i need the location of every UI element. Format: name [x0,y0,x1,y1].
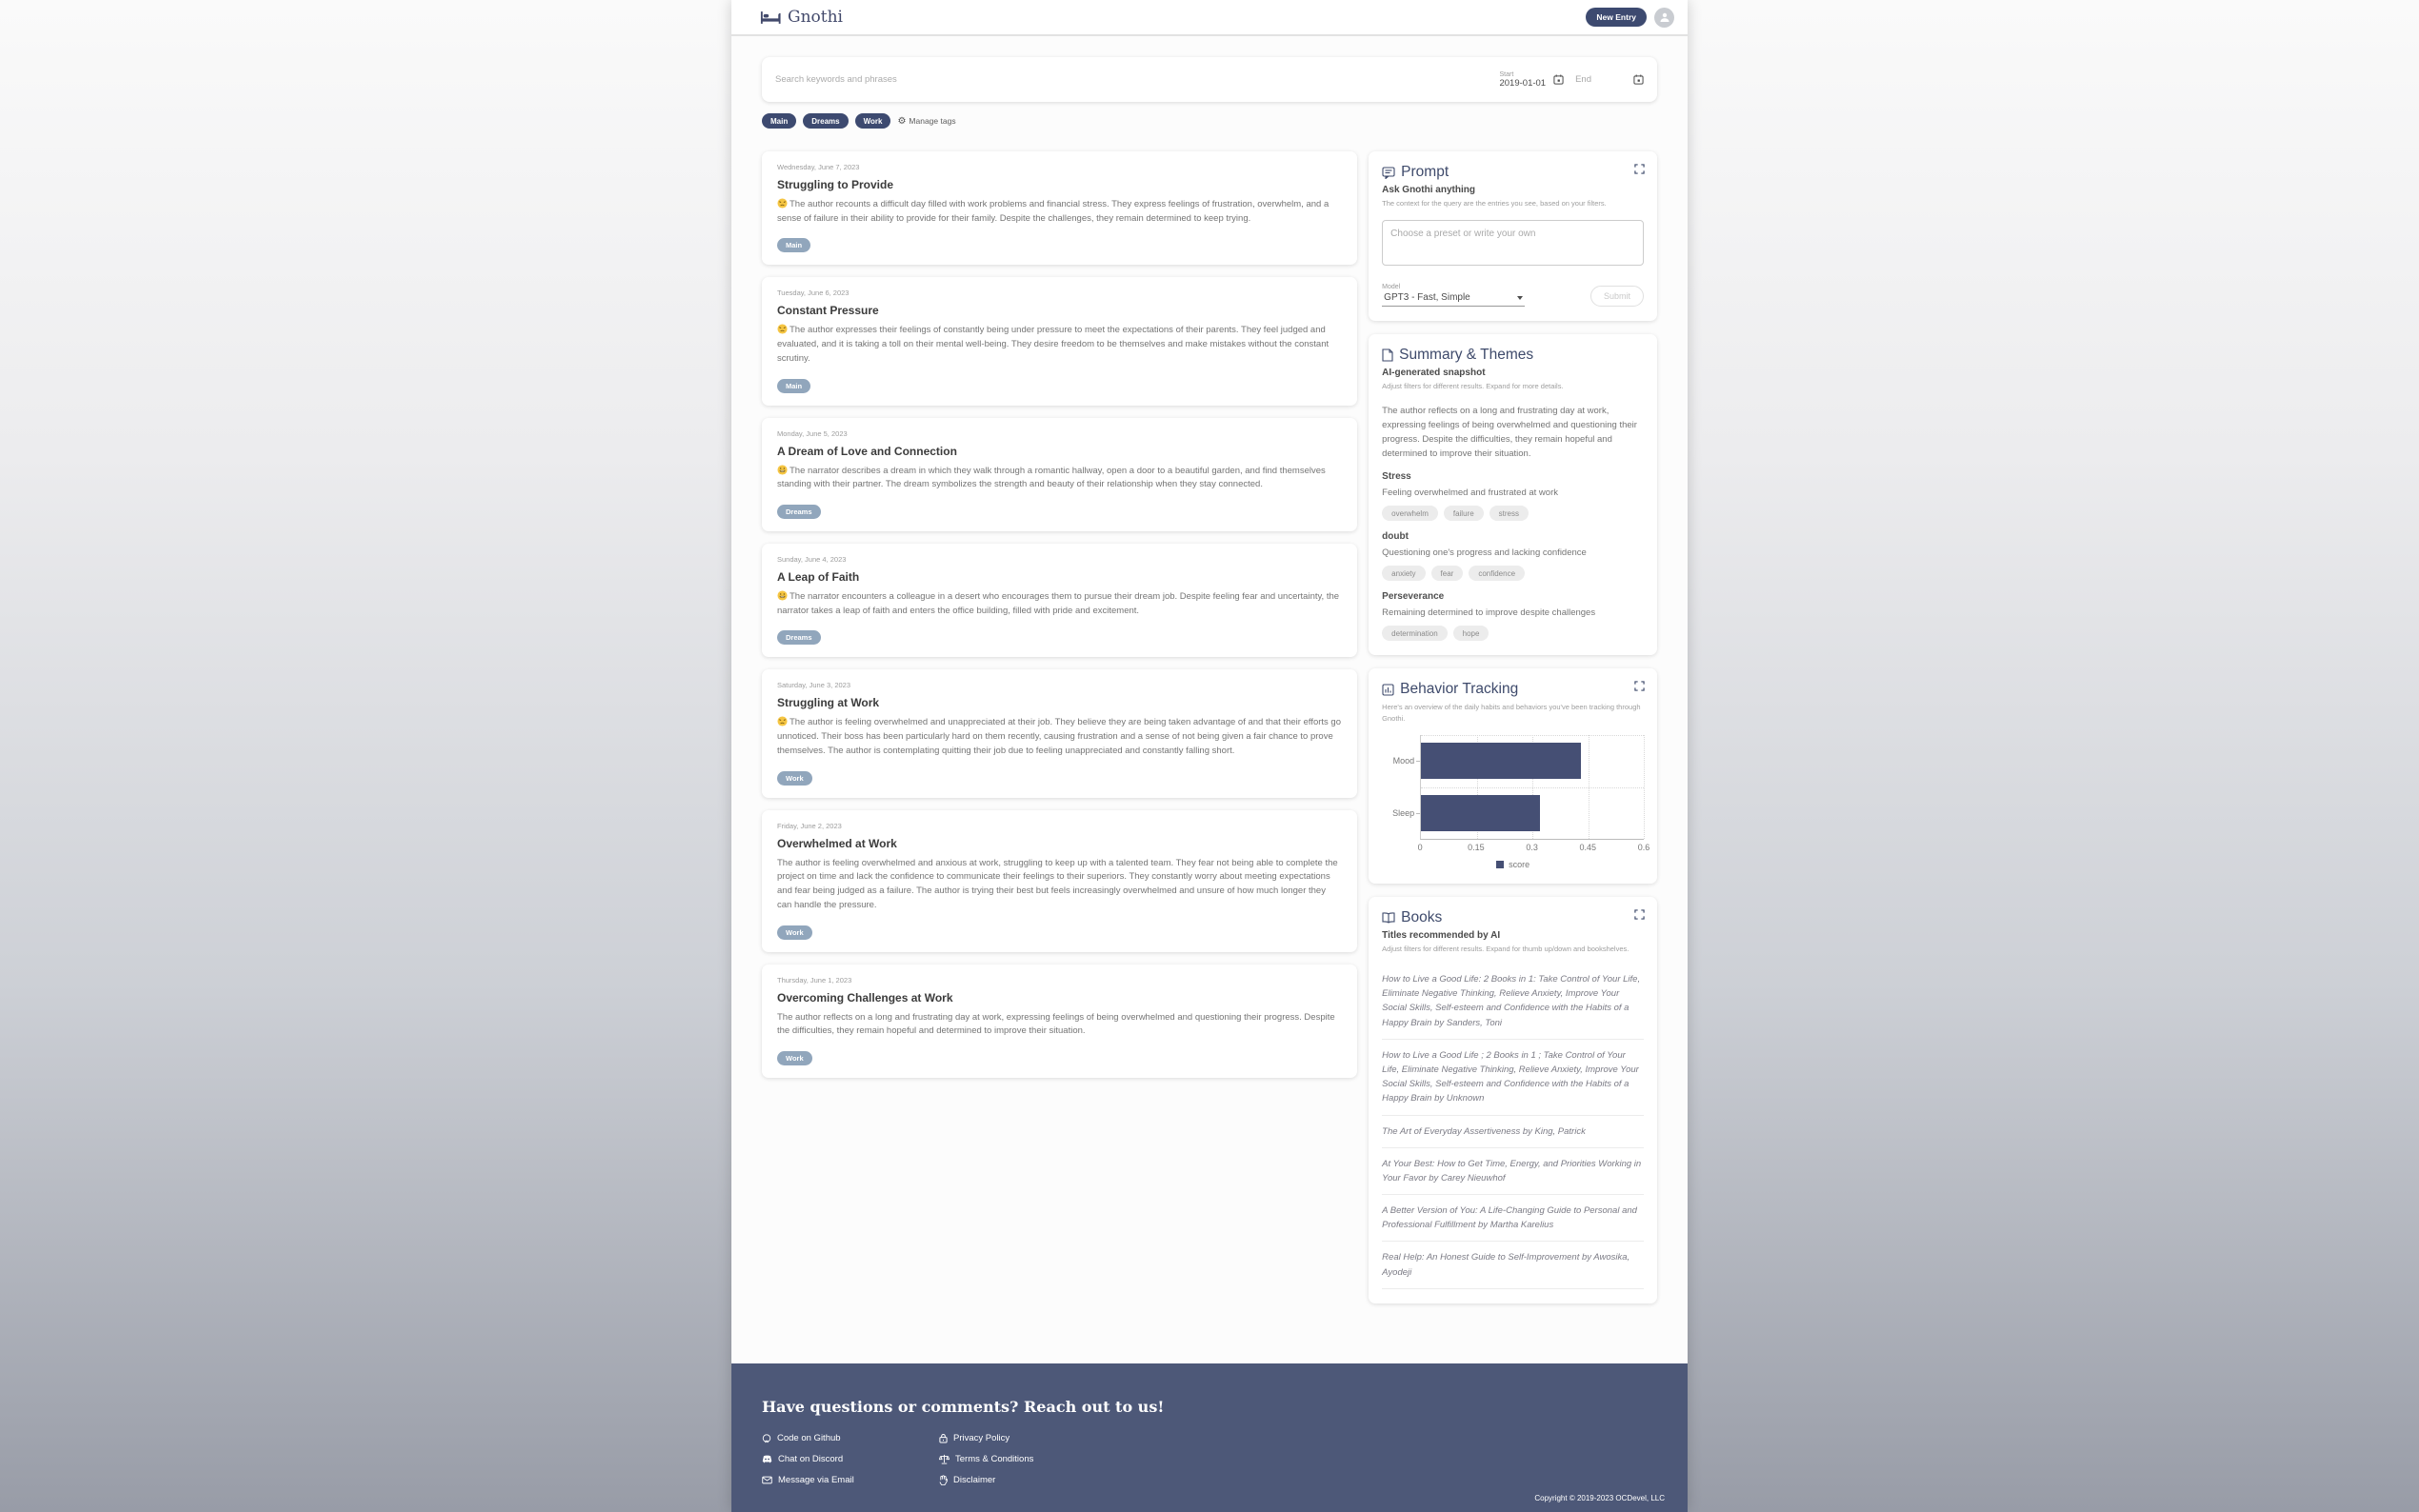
disclaimer-link[interactable]: Disclaimer [939,1475,1033,1485]
entry-tag: Main [777,379,810,393]
discord-icon [762,1455,772,1463]
entry-card[interactable] [762,965,1357,1078]
theme-name: doubt [1382,531,1409,543]
entry-date: Tuesday, June 6, 2023 [777,288,850,298]
grinning-face-emoji [777,465,788,475]
search-input[interactable] [775,74,1499,85]
entry-tag: Dreams [777,505,821,519]
footer [731,1363,1688,1512]
theme-desc: Remaining determined to improve despite challenges [1382,607,1596,619]
expand-icon[interactable] [1634,164,1645,174]
bed-logo-icon [760,10,781,25]
books-subtitle: Titles recommended by AI [1382,929,1501,941]
footer-heading: Have questions or comments? Reach out to us! [762,1398,1165,1416]
keyword-chip: stress [1489,506,1529,521]
entry-title: A Leap of Faith [777,570,860,585]
app-column [731,0,1688,1512]
entry-tag: Dreams [777,630,821,645]
entries-list [762,151,1357,1078]
entry-tag: Work [777,771,812,786]
summary-subtitle: AI-generated snapshot [1382,368,1486,379]
github-link[interactable]: Code on Github [762,1433,905,1443]
tag-filter-row [762,113,1657,129]
book-item[interactable]: At Your Best: How to Get Time, Energy, and Priorities Working in Your Favor by Carey Nieuwhof [1382,1148,1644,1195]
weary-face-emoji [777,716,788,726]
entry-title: Struggling to Provide [777,178,893,191]
document-icon [1382,348,1393,362]
entry-date: Saturday, June 3, 2023 [777,681,850,690]
submit-button[interactable]: Submit [1590,286,1644,307]
book-item[interactable]: The Art of Everyday Assertiveness by King, Patrick [1382,1116,1644,1148]
entry-summary: The author is feeling overwhelmed and anxious at work, struggling to keep up with a talented team. They fear not being able to complete the project on time and lack the confidence to communicate their feelings to their superiors. They constantly worry about meeting expectations and fear being judged as a failure. The author is trying their best but feels increasingly overwhelmed and unsure of how much longer they can handle the pressure. [777,857,1338,910]
behavior-hint: Here's an overview of the daily habits and behaviors you've been tracking through Gnothi. [1382,703,1641,723]
x-tick: 0.45 [1579,842,1597,852]
open-book-icon [1382,912,1395,924]
entry-title: Struggling at Work [777,696,880,710]
entry-date: Sunday, June 4, 2023 [777,555,847,565]
entry-date: Thursday, June 1, 2023 [777,975,852,985]
app-title: Gnothi [788,8,843,27]
expand-icon[interactable] [1634,681,1645,691]
github-icon [762,1434,771,1443]
books-card-title: Books [1401,908,1443,925]
keyword-chip: confidence [1469,566,1525,581]
scales-icon [939,1454,950,1464]
entry-date: Friday, June 2, 2023 [777,821,842,830]
x-tick: 0.15 [1468,842,1485,852]
summary-themes-card [1369,334,1657,655]
y-axis-label: Mood [1392,756,1415,766]
theme-desc: Questioning one's progress and lacking confidence [1382,547,1587,559]
theme-name: Stress [1382,471,1411,483]
summary-hint: Adjust filters for different results. Expand for more details. [1382,382,1564,391]
books-card [1369,897,1657,1303]
y-axis-label: Sleep [1392,808,1415,819]
behavior-chart [1382,735,1650,869]
weary-face-emoji [777,324,788,334]
tag-filter-main[interactable]: Main [762,113,796,129]
entry-summary: The narrator encounters a colleague in a desert who encourages them to pursue their dream job. Despite feeling fear and uncertainty, the narrator takes a leap of faith and enters the office building, filled with pride and excitement. [777,591,1340,616]
person-icon [1659,11,1670,23]
calendar-icon[interactable] [1633,74,1644,85]
email-icon [762,1476,772,1484]
book-item[interactable]: Real Help: An Honest Guide to Self-Improvement by Awosika, Ayodeji [1382,1242,1644,1288]
entry-summary: The narrator describes a dream in which they walk through a romantic hallway, open a door to a beautiful garden, and find themselves standing with their partner. The dream symbolizes the strength and beauty of their relationship when they stay connected. [777,465,1326,490]
new-entry-button[interactable]: New Entry [1586,8,1647,27]
discord-link[interactable]: Chat on Discord [762,1454,905,1464]
entry-summary: The author expresses their feelings of constantly being under pressure to meet the expectations of their parents. They feel judged and evaluated, and it is taking a toll on their mental well-being. They desire freedom to be themselves and make mistakes without the constant scrutiny. [777,325,1329,364]
entry-tag: Work [777,925,812,940]
x-tick: 0.6 [1637,842,1650,852]
email-link[interactable]: Message via Email [762,1475,905,1485]
grinning-face-emoji [777,590,788,601]
keyword-chip: fear [1431,566,1464,581]
keyword-chip: determination [1382,626,1447,641]
entry-card[interactable] [762,810,1357,952]
tag-filter-dreams[interactable]: Dreams [803,113,848,129]
mood-bar [1421,743,1581,779]
legend-swatch [1496,861,1504,868]
end-date-field[interactable]: End [1575,74,1591,85]
keyword-chip: failure [1444,506,1484,521]
entry-card[interactable] [762,277,1357,405]
brand[interactable] [760,8,843,27]
speech-bubble-icon [1382,167,1395,179]
book-item[interactable]: A Better Version of You: A Life-Changing Guide to Personal and Professional Fulfillment by Martha Karelius [1382,1195,1644,1242]
summary-paragraph: The author reflects on a long and frustrating day at work, expressing feelings of being overwhelmed and questioning their progress. Despite the difficulties, they remain hopeful and determined to improve their situation. [1382,405,1637,460]
prompt-card-title: Prompt [1401,164,1449,180]
behavior-card-title: Behavior Tracking [1400,681,1519,698]
search-card [762,57,1657,102]
entry-title: Overcoming Challenges at Work [777,990,953,1005]
sidebar [1369,151,1657,1303]
books-hint: Adjust filters for different results. Expand for thumb up/down and bookshelves. [1382,944,1629,953]
legend-label: score [1509,859,1530,869]
keyword-chip: overwhelm [1382,506,1438,521]
start-date-field[interactable] [1499,71,1546,89]
x-tick: 0.3 [1526,842,1538,852]
top-navbar [731,0,1688,36]
sleep-bar [1421,795,1540,831]
start-date-label: Start [1499,70,1514,78]
entry-title: A Dream of Love and Connection [777,444,957,458]
user-avatar[interactable] [1654,8,1674,28]
theme-name: Perseverance [1382,591,1445,603]
entry-title: Overwhelmed at Work [777,836,897,850]
entry-tag: Work [777,1051,812,1065]
tag-filter-work[interactable]: Work [855,113,891,129]
manage-tags-button[interactable]: ⚙ Manage tags [897,115,956,127]
book-item[interactable]: How to Live a Good Life: 2 Books in 1: Take Control of Your Life, Eliminate Negative Thinking, Relieve Anxiety, Improve Your Social Skills, Self-esteem and Confidence with the Habits of a Happy Brain by Sanders, Toni [1382,964,1644,1040]
prompt-card [1369,151,1657,321]
model-label: Model [1382,284,1401,291]
entry-summary: The author reflects on a long and frustrating day at work, expressing feelings of being overwhelmed and questioning their progress. Despite the difficulties, they remain hopeful and determined to improve their situation. [777,1011,1335,1037]
entry-card[interactable] [762,669,1357,797]
prompt-subtitle: Ask Gnothi anything [1382,185,1475,195]
entry-tag: Main [777,238,810,252]
prompt-hint: The context for the query are the entries you see, based on your filters. [1382,199,1607,208]
entry-title: Constant Pressure [777,304,879,318]
keyword-chip: hope [1453,626,1489,641]
model-select[interactable]: GPT3 - Fast, Simple [1382,290,1525,307]
chevron-down-icon [1517,296,1523,300]
lock-icon [939,1433,948,1443]
entry-summary: The author is feeling overwhelmed and unappreciated at their job. They believe they are being taken advantage of and that their efforts go unnoticed. Their boss has been particularly hard on them recently, causing frustration and a sense of not being given a fair chance to prove themselves. The author is contemplating quitting their job due to feeling unappreciated and constantly falling short. [777,717,1342,756]
theme-desc: Feeling overwhelmed and frustrated at work [1382,487,1558,499]
expand-icon[interactable] [1634,909,1645,920]
entry-date: Wednesday, June 7, 2023 [777,163,860,171]
copyright-text: Copyright © 2019-2023 OCDevel, LLC [1534,1494,1665,1502]
gear-icon: ⚙ [897,115,907,127]
prompt-textarea[interactable] [1382,220,1644,266]
terms-link[interactable]: Terms & Conditions [939,1454,1033,1464]
entry-card[interactable] [762,544,1357,657]
x-tick: 0 [1417,842,1423,852]
entry-date: Monday, June 5, 2023 [777,428,848,438]
entry-card[interactable] [762,151,1357,265]
weary-face-emoji [777,198,788,209]
summary-card-title: Summary & Themes [1399,347,1534,364]
books-list [1382,964,1644,1289]
book-item[interactable]: How to Live a Good Life ; 2 Books in 1 ; Take Control of Your Life, Eliminate Negative Thinking, Relieve Anxiety, Improve Your Social Skills, Self-esteem and Confidence with the Habits of a Happy Brain by Unknown [1382,1040,1644,1116]
bar-chart-icon [1382,684,1394,696]
entry-summary: The author recounts a difficult day filled with work problems and financial stress. They express feelings of frustration, overwhelm, and a sense of failure in their ability to provide for their family. Despite the challenges, they remain determined to keep trying. [777,199,1329,224]
keyword-chip: anxiety [1382,566,1425,581]
calendar-icon[interactable] [1553,74,1564,85]
hand-icon [939,1475,948,1485]
entry-card[interactable] [762,418,1357,531]
privacy-policy-link[interactable]: Privacy Policy [939,1433,1033,1443]
start-date-value: 2019-01-01 [1499,77,1547,89]
behavior-tracking-card [1369,668,1657,884]
